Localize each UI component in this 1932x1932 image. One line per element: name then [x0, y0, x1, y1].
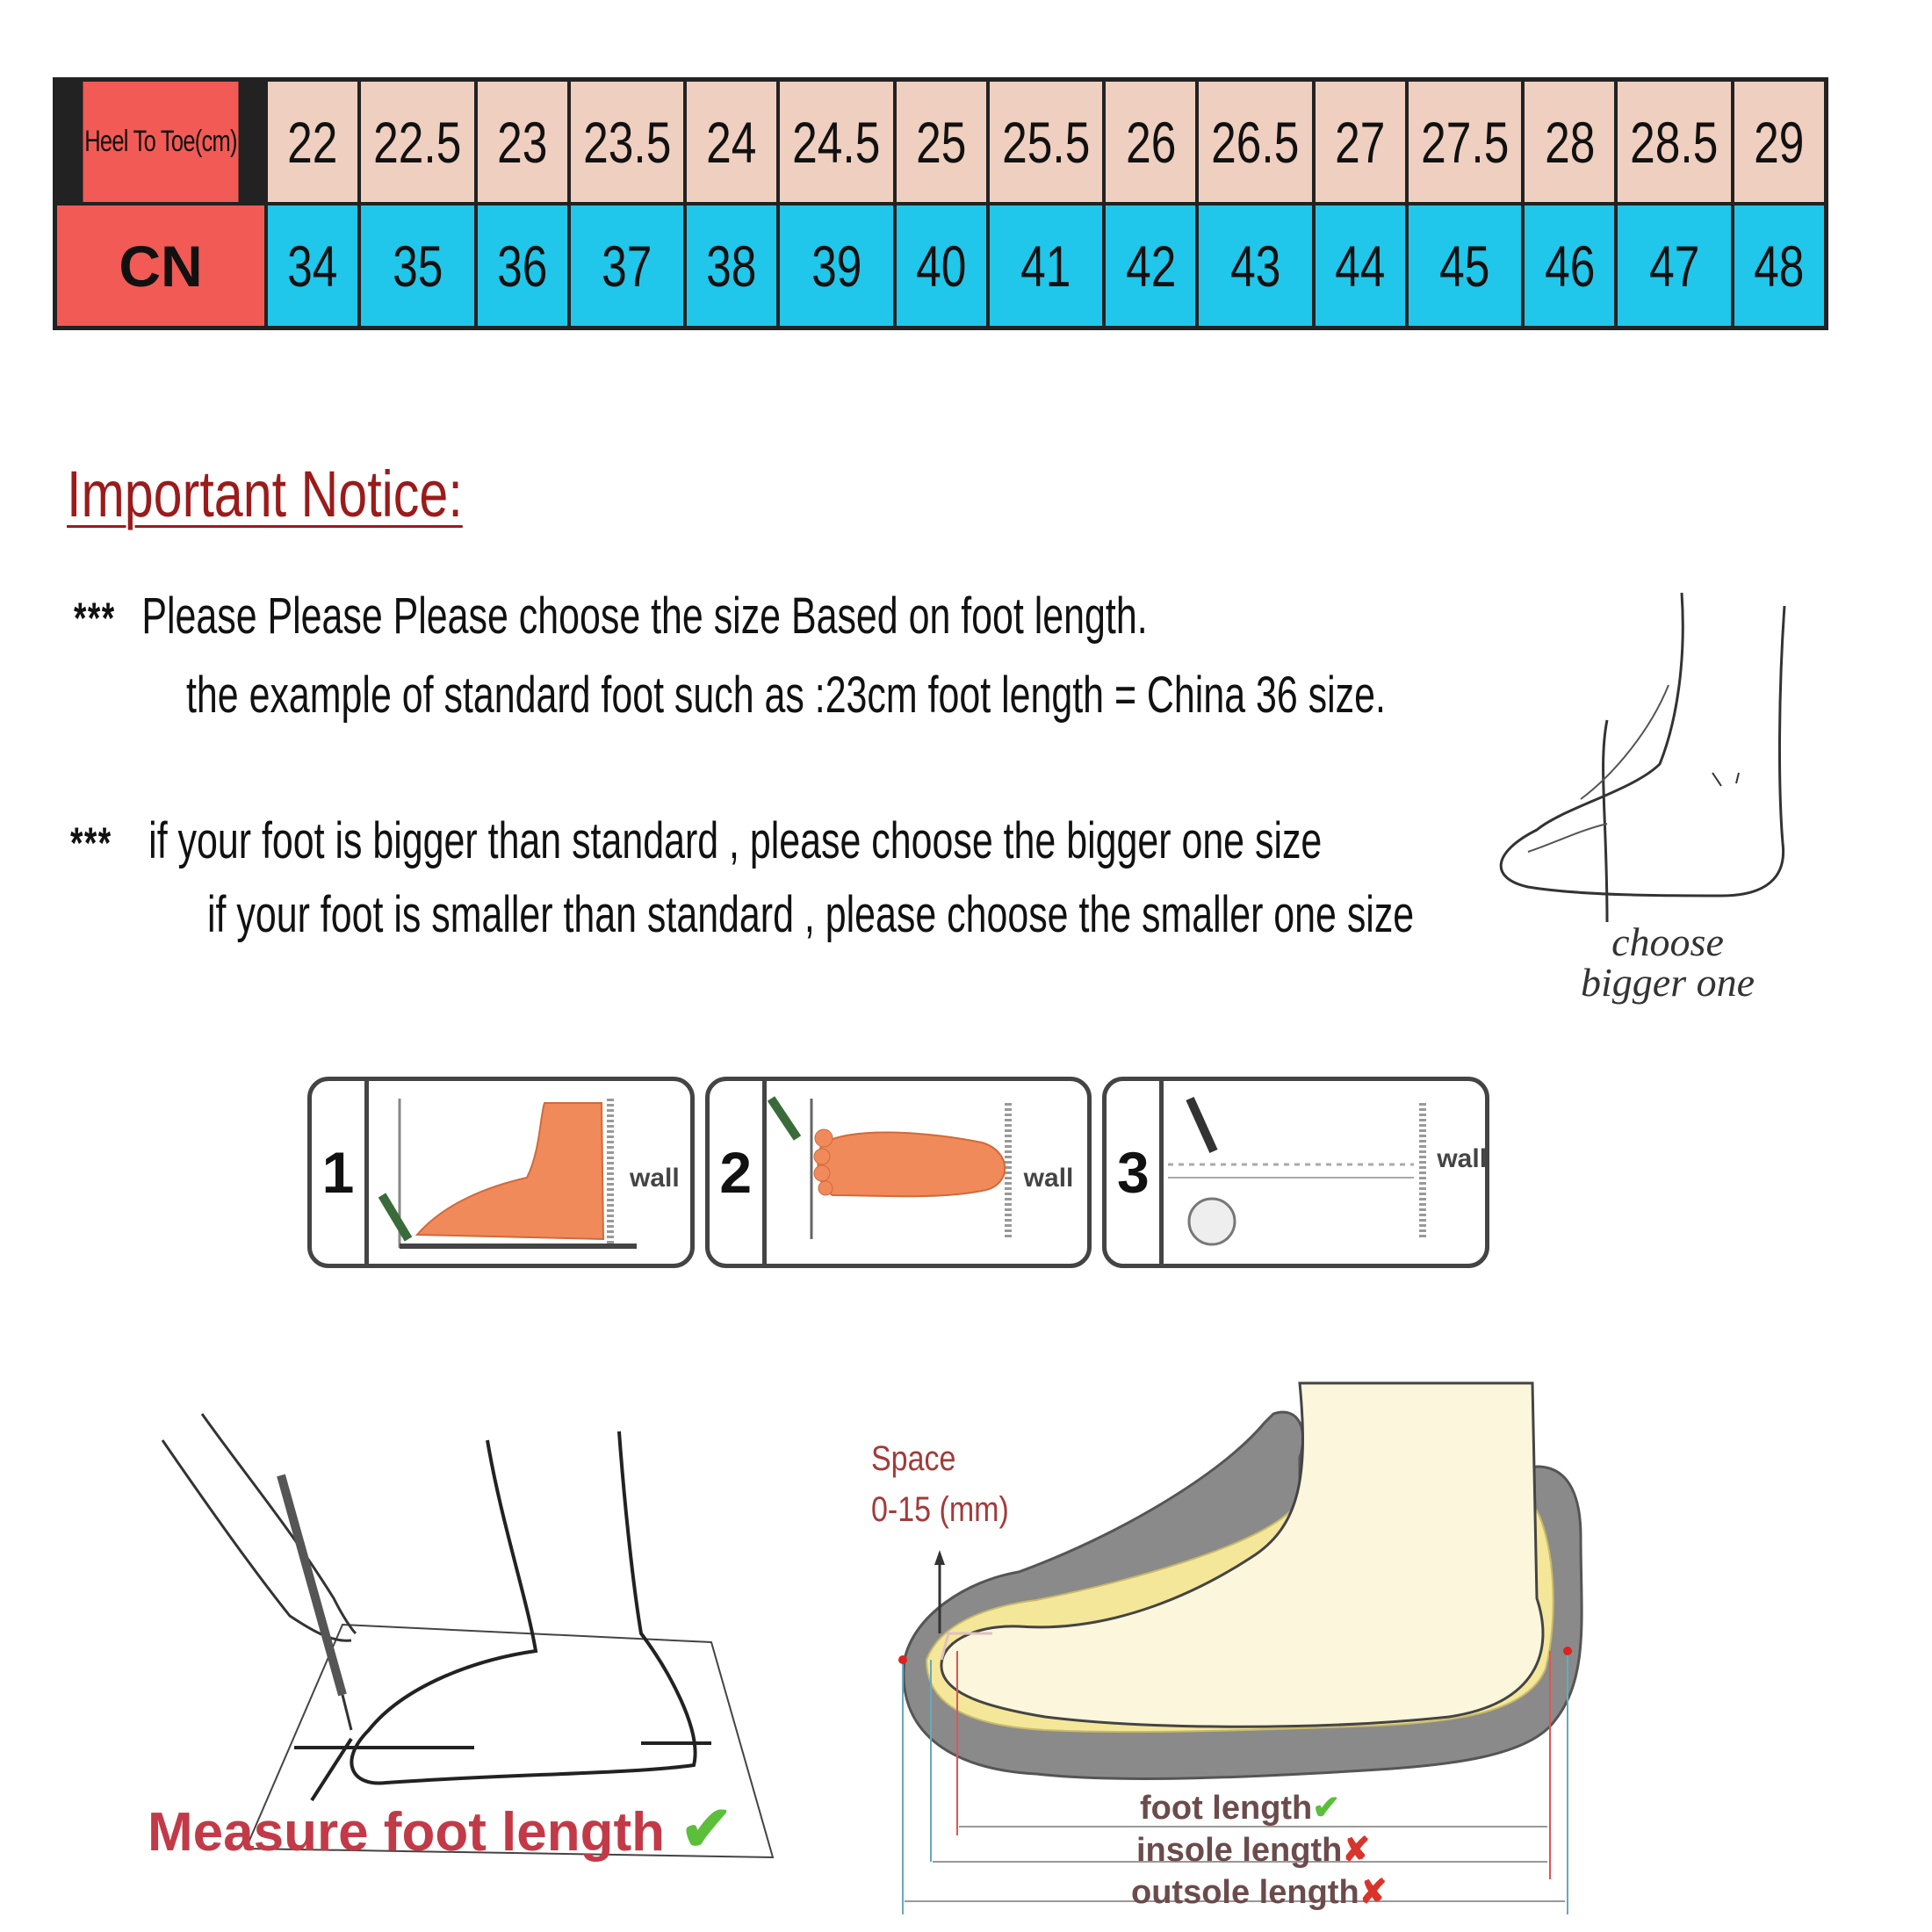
wall-label: wall	[1023, 1164, 1074, 1193]
notice-line-1	[74, 587, 1148, 645]
cn-cell	[990, 205, 1102, 326]
cn-cell	[780, 205, 892, 326]
cn-value: 34	[287, 233, 338, 299]
cm-cell	[1734, 82, 1824, 202]
foot-length-text: foot length	[1140, 1790, 1313, 1827]
cm-value: 23	[496, 109, 548, 175]
cn-cell	[897, 205, 986, 326]
step-number: 2	[710, 1081, 767, 1264]
cm-value: 23.5	[582, 109, 671, 175]
cm-value: 24.5	[792, 109, 881, 175]
cm-cell	[361, 82, 473, 202]
notice-line-3	[70, 811, 1322, 870]
step-3	[1102, 1077, 1489, 1268]
cm-value: 24	[706, 109, 757, 175]
cn-value: 37	[602, 233, 652, 299]
step-1	[307, 1077, 695, 1268]
cn-value: 44	[1335, 233, 1386, 299]
check-icon: ✔	[1312, 1790, 1341, 1827]
insole-length-text: insole length	[1136, 1832, 1343, 1869]
cn-cell	[361, 205, 473, 326]
cn-value: 38	[706, 233, 757, 299]
cm-cell	[990, 82, 1102, 202]
check-icon: ✔	[680, 1794, 733, 1864]
cn-cell	[478, 205, 567, 326]
cm-cell	[1618, 82, 1730, 202]
cn-value: 42	[1125, 233, 1176, 299]
cm-value: 26	[1125, 109, 1176, 175]
cn-value: 48	[1754, 233, 1805, 299]
cn-cell	[1618, 205, 1730, 326]
cm-value: 27	[1335, 109, 1386, 175]
cm-value: 22	[287, 109, 338, 175]
cross-icon: ✘	[1342, 1832, 1371, 1869]
foot-length-label	[1140, 1788, 1340, 1827]
step-2	[705, 1077, 1092, 1268]
measure-caption-text: Measure foot length	[148, 1802, 666, 1863]
side-note-line-1: choose	[1611, 919, 1724, 964]
heel-to-toe-header: Heel To Toe(cm)	[83, 82, 239, 202]
outsole-length-label	[1131, 1872, 1388, 1912]
cn-cell	[571, 205, 683, 326]
cm-cell	[1106, 82, 1195, 202]
cm-value: 27.5	[1421, 109, 1510, 175]
cm-cell	[1409, 82, 1521, 202]
cm-value: 28.5	[1630, 109, 1719, 175]
cn-cell	[1316, 205, 1405, 326]
notice-line-4: if your foot is smaller than standard , please choose the smaller one size	[207, 886, 1415, 943]
stars-marker: ***	[70, 818, 112, 868]
notice-text-1: Please Please Please choose the size Based on foot length.	[141, 588, 1148, 645]
cn-cell	[1199, 205, 1311, 326]
cn-value: 39	[811, 233, 862, 299]
cn-value: 41	[1020, 233, 1071, 299]
cm-cell	[1525, 82, 1614, 202]
cm-cell	[478, 82, 567, 202]
cn-value: 43	[1229, 233, 1281, 299]
space-range: 0-15 (mm)	[871, 1490, 1009, 1529]
space-title: Space	[871, 1439, 956, 1478]
wall-label: wall	[630, 1164, 680, 1193]
cn-value: 36	[496, 233, 548, 299]
measurement-steps	[307, 1077, 1489, 1268]
cm-value: 25	[916, 109, 967, 175]
outsole-length-text: outsole length	[1131, 1874, 1359, 1911]
cm-cell	[687, 82, 776, 202]
cm-value: 25.5	[1001, 109, 1091, 175]
cn-value: 45	[1439, 233, 1490, 299]
notice-line-2: the example of standard foot such as :23cm foot length = China 36 size.	[186, 667, 1386, 724]
cn-cell	[687, 205, 776, 326]
choose-bigger-note	[1581, 919, 1755, 1005]
cm-cell	[571, 82, 683, 202]
wall-label: wall	[1437, 1144, 1488, 1173]
step-number: 1	[312, 1081, 369, 1264]
notice-text-3: if your foot is bigger than standard , please choose the bigger one size	[148, 812, 1323, 869]
measure-caption	[148, 1791, 733, 1865]
cm-cell	[1316, 82, 1405, 202]
cm-cell	[897, 82, 986, 202]
cn-cell	[1525, 205, 1614, 326]
cn-value: 40	[916, 233, 967, 299]
cm-value: 29	[1754, 109, 1805, 175]
cn-header: CN	[57, 205, 264, 326]
stars-marker: ***	[74, 594, 116, 643]
cn-cell	[1409, 205, 1521, 326]
size-chart-table	[53, 77, 1828, 330]
cn-value: 47	[1649, 233, 1700, 299]
foot-sketch-icon	[1475, 588, 1809, 940]
cm-cell	[780, 82, 892, 202]
cross-icon: ✘	[1359, 1874, 1388, 1911]
cn-cell	[268, 205, 357, 326]
side-note-line-2: bigger one	[1581, 960, 1755, 1005]
cm-value: 26.5	[1211, 109, 1300, 175]
cm-cell	[268, 82, 357, 202]
cm-value: 28	[1544, 109, 1596, 175]
cn-cell	[1734, 205, 1824, 326]
cm-cell	[1199, 82, 1311, 202]
cn-value: 35	[392, 233, 443, 299]
step-number: 3	[1107, 1081, 1164, 1264]
notice-title: Important Notice:	[67, 458, 463, 530]
cn-value: 46	[1544, 233, 1596, 299]
cn-cell	[1106, 205, 1195, 326]
insole-length-label	[1136, 1830, 1370, 1870]
cm-value: 22.5	[373, 109, 462, 175]
